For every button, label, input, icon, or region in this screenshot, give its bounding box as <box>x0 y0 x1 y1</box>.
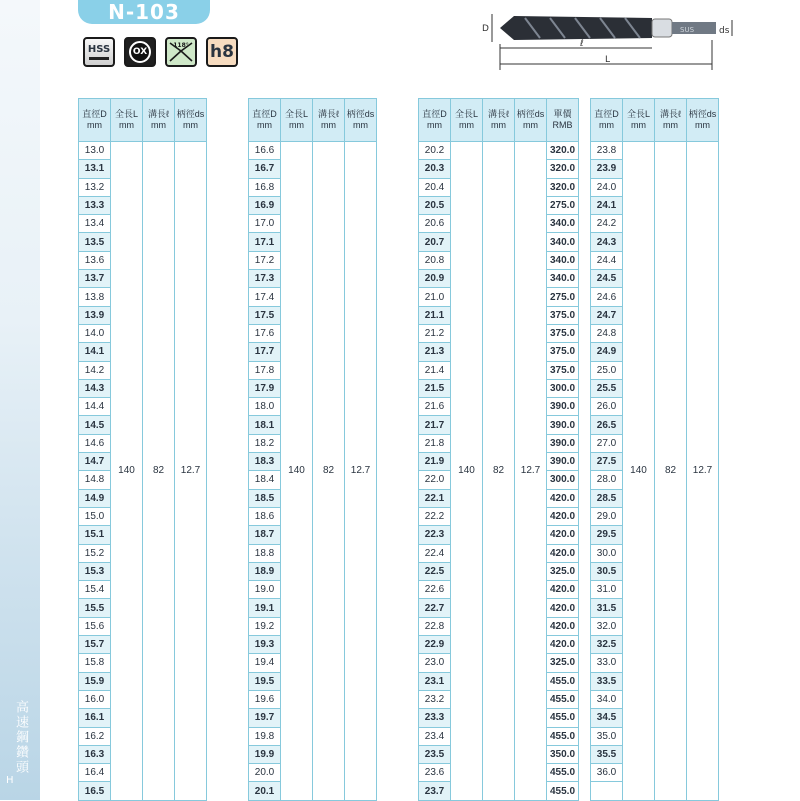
ox-badge-label: OX <box>129 41 151 63</box>
diameter-cell: 23.1 <box>419 672 451 690</box>
column-header-text: mm <box>695 120 710 130</box>
price-cell: 420.0 <box>547 507 579 525</box>
diameter-cell: 16.9 <box>249 196 281 214</box>
diameter-cell: 32.5 <box>591 636 623 654</box>
diameter-cell: 23.9 <box>591 160 623 178</box>
column-header-text: mm <box>427 120 442 130</box>
column-header-text: 直徑D <box>252 109 277 119</box>
diameter-cell <box>591 782 623 800</box>
shank-cell: 12.7 <box>687 142 719 801</box>
diameter-cell: 36.0 <box>591 764 623 782</box>
diameter-cell: 34.0 <box>591 690 623 708</box>
diameter-cell: 17.4 <box>249 288 281 306</box>
price-cell: 455.0 <box>547 782 579 800</box>
model-title: N-103 <box>78 0 210 24</box>
diameter-cell: 16.2 <box>79 727 111 745</box>
diameter-cell: 22.9 <box>419 636 451 654</box>
diameter-cell: 15.0 <box>79 507 111 525</box>
diameter-cell: 20.0 <box>249 764 281 782</box>
diameter-cell: 13.0 <box>79 142 111 160</box>
column-header-text: 柄徑ds <box>516 109 545 119</box>
diagram-label-ds: ds <box>719 26 730 36</box>
column-header <box>687 99 719 142</box>
flute-cell: 82 <box>655 142 687 801</box>
price-cell: 325.0 <box>547 654 579 672</box>
diagram-label-l: ℓ <box>580 39 584 49</box>
diameter-cell: 13.2 <box>79 178 111 196</box>
diameter-cell: 28.5 <box>591 489 623 507</box>
diameter-cell: 18.7 <box>249 526 281 544</box>
diameter-cell: 18.4 <box>249 471 281 489</box>
diameter-cell: 22.8 <box>419 617 451 635</box>
diameter-cell: 13.4 <box>79 215 111 233</box>
column-header-text: 溝長ℓ <box>488 109 509 119</box>
diameter-cell: 23.7 <box>419 782 451 800</box>
table-row <box>249 142 377 160</box>
column-header-text: mm <box>663 120 678 130</box>
spec-table-3 <box>418 98 579 801</box>
diameter-cell: 24.1 <box>591 196 623 214</box>
diameter-cell: 13.8 <box>79 288 111 306</box>
diameter-cell: 16.0 <box>79 690 111 708</box>
diagram-label-L: L <box>605 55 611 65</box>
diameter-cell: 13.9 <box>79 306 111 324</box>
diameter-cell: 21.3 <box>419 343 451 361</box>
diameter-cell: 30.0 <box>591 544 623 562</box>
diagram-shank-text: SUS <box>680 26 695 34</box>
diameter-cell: 20.5 <box>419 196 451 214</box>
diameter-cell: 16.8 <box>249 178 281 196</box>
diameter-cell: 23.5 <box>419 745 451 763</box>
price-cell: 340.0 <box>547 233 579 251</box>
diameter-cell: 17.9 <box>249 379 281 397</box>
diameter-cell: 17.6 <box>249 324 281 342</box>
column-header-text: 溝長ℓ <box>660 109 681 119</box>
diameter-cell: 19.9 <box>249 745 281 763</box>
diameter-cell: 17.8 <box>249 361 281 379</box>
diameter-cell: 18.8 <box>249 544 281 562</box>
diameter-cell: 16.5 <box>79 782 111 800</box>
column-header <box>623 99 655 142</box>
diameter-cell: 28.0 <box>591 471 623 489</box>
column-header-text: 柄徑ds <box>176 109 205 119</box>
flute-cell: 82 <box>313 142 345 801</box>
diameter-cell: 23.2 <box>419 690 451 708</box>
diameter-cell: 19.7 <box>249 709 281 727</box>
diameter-cell: 24.0 <box>591 178 623 196</box>
column-header-text: 全長L <box>284 109 308 119</box>
flute-cell: 82 <box>483 142 515 801</box>
spec-table-2 <box>248 98 377 801</box>
diameter-cell: 18.6 <box>249 507 281 525</box>
column-header-text: 柄徑ds <box>346 109 375 119</box>
price-cell: 275.0 <box>547 288 579 306</box>
diameter-cell: 22.7 <box>419 599 451 617</box>
column-header-text: 直徑D <box>594 109 619 119</box>
point-angle-drawing <box>167 39 195 65</box>
diameter-cell: 18.2 <box>249 434 281 452</box>
diameter-cell: 22.1 <box>419 489 451 507</box>
diameter-cell: 24.8 <box>591 324 623 342</box>
diameter-cell: 22.6 <box>419 581 451 599</box>
hss-material-icon <box>83 37 115 67</box>
diameter-cell: 18.3 <box>249 453 281 471</box>
diameter-cell: 19.0 <box>249 581 281 599</box>
feature-badges <box>83 37 238 67</box>
diameter-cell: 15.4 <box>79 581 111 599</box>
price-cell: 300.0 <box>547 471 579 489</box>
diameter-cell: 14.7 <box>79 453 111 471</box>
diameter-cell: 19.2 <box>249 617 281 635</box>
diameter-cell: 20.3 <box>419 160 451 178</box>
price-cell: 420.0 <box>547 599 579 617</box>
diameter-cell: 16.6 <box>249 142 281 160</box>
diameter-cell: 24.5 <box>591 270 623 288</box>
diameter-cell: 30.5 <box>591 562 623 580</box>
diameter-cell: 20.9 <box>419 270 451 288</box>
column-header <box>419 99 451 142</box>
column-header-text: mm <box>459 120 474 130</box>
price-cell: 340.0 <box>547 270 579 288</box>
column-header-text: 單價 <box>553 109 572 119</box>
column-header <box>451 99 483 142</box>
diameter-cell: 21.2 <box>419 324 451 342</box>
drill-diagram <box>470 6 750 76</box>
column-header-text: mm <box>523 120 538 130</box>
price-cell: 420.0 <box>547 617 579 635</box>
price-cell: 420.0 <box>547 544 579 562</box>
diameter-cell: 19.4 <box>249 654 281 672</box>
column-header <box>175 99 207 142</box>
diameter-cell: 15.2 <box>79 544 111 562</box>
diameter-cell: 13.5 <box>79 233 111 251</box>
price-cell: 340.0 <box>547 215 579 233</box>
diameter-cell: 15.8 <box>79 654 111 672</box>
diameter-cell: 24.7 <box>591 306 623 324</box>
diameter-cell: 14.9 <box>79 489 111 507</box>
diameter-cell: 20.7 <box>419 233 451 251</box>
price-cell: 420.0 <box>547 489 579 507</box>
diameter-cell: 31.0 <box>591 581 623 599</box>
column-header-text: mm <box>183 120 198 130</box>
price-cell: 375.0 <box>547 324 579 342</box>
angle-badge-label: 118° <box>173 42 189 49</box>
column-header-text: mm <box>151 120 166 130</box>
hss-bar <box>89 57 109 60</box>
length-cell: 140 <box>451 142 483 801</box>
price-cell: 325.0 <box>547 562 579 580</box>
diameter-cell: 16.1 <box>79 709 111 727</box>
column-header-text: mm <box>289 120 304 130</box>
diameter-cell: 16.7 <box>249 160 281 178</box>
diameter-cell: 13.3 <box>79 196 111 214</box>
side-corner-text: H <box>6 775 14 786</box>
column-header-text: 直徑D <box>422 109 447 119</box>
diameter-cell: 16.3 <box>79 745 111 763</box>
diameter-cell: 13.1 <box>79 160 111 178</box>
price-cell: 390.0 <box>547 453 579 471</box>
diameter-cell: 20.2 <box>419 142 451 160</box>
diameter-cell: 15.7 <box>79 636 111 654</box>
column-header-text: 全長L <box>114 109 138 119</box>
diameter-cell: 22.5 <box>419 562 451 580</box>
shank-cell: 12.7 <box>345 142 377 801</box>
table-row <box>591 142 719 160</box>
price-cell: 455.0 <box>547 764 579 782</box>
diameter-cell: 18.5 <box>249 489 281 507</box>
price-cell: 350.0 <box>547 745 579 763</box>
column-header <box>591 99 623 142</box>
diameter-cell: 15.3 <box>79 562 111 580</box>
oxide-coating-icon <box>124 37 156 67</box>
column-header <box>345 99 377 142</box>
diameter-cell: 33.0 <box>591 654 623 672</box>
column-header-text: 溝長ℓ <box>148 109 169 119</box>
diameter-cell: 23.4 <box>419 727 451 745</box>
price-cell: 420.0 <box>547 636 579 654</box>
column-header-text: 溝長ℓ <box>318 109 339 119</box>
column-header-text: mm <box>353 120 368 130</box>
column-header <box>313 99 345 142</box>
column-header-text: mm <box>87 120 102 130</box>
spec-table-1 <box>78 98 207 801</box>
table-row <box>79 142 207 160</box>
diameter-cell: 27.0 <box>591 434 623 452</box>
price-cell: 390.0 <box>547 434 579 452</box>
diameter-cell: 24.9 <box>591 343 623 361</box>
diameter-cell: 18.1 <box>249 416 281 434</box>
diameter-cell: 15.5 <box>79 599 111 617</box>
diameter-cell: 17.7 <box>249 343 281 361</box>
hss-badge-label: HSS <box>87 44 111 55</box>
diameter-cell: 25.5 <box>591 379 623 397</box>
column-header-text: mm <box>491 120 506 130</box>
column-header-text: mm <box>257 120 272 130</box>
diameter-cell: 20.4 <box>419 178 451 196</box>
column-header <box>143 99 175 142</box>
diameter-cell: 21.0 <box>419 288 451 306</box>
diameter-cell: 15.1 <box>79 526 111 544</box>
price-cell: 455.0 <box>547 709 579 727</box>
diameter-cell: 29.0 <box>591 507 623 525</box>
diameter-cell: 29.5 <box>591 526 623 544</box>
column-header <box>547 99 579 142</box>
price-cell: 375.0 <box>547 361 579 379</box>
price-cell: 275.0 <box>547 196 579 214</box>
diameter-cell: 23.6 <box>419 764 451 782</box>
diameter-cell: 22.4 <box>419 544 451 562</box>
shank-cell: 12.7 <box>515 142 547 801</box>
diameter-cell: 22.2 <box>419 507 451 525</box>
diameter-cell: 16.4 <box>79 764 111 782</box>
column-header <box>483 99 515 142</box>
diameter-cell: 14.6 <box>79 434 111 452</box>
diameter-cell: 14.3 <box>79 379 111 397</box>
diameter-cell: 14.0 <box>79 324 111 342</box>
diameter-cell: 24.6 <box>591 288 623 306</box>
diameter-cell: 20.1 <box>249 782 281 800</box>
column-header-text: RMB <box>552 120 573 130</box>
diameter-cell: 17.0 <box>249 215 281 233</box>
diameter-cell: 17.3 <box>249 270 281 288</box>
diameter-cell: 14.8 <box>79 471 111 489</box>
price-cell: 375.0 <box>547 306 579 324</box>
table-row <box>419 142 579 160</box>
diameter-cell: 23.0 <box>419 654 451 672</box>
column-header-text: 全長L <box>454 109 478 119</box>
diameter-cell: 19.8 <box>249 727 281 745</box>
diameter-cell: 21.7 <box>419 416 451 434</box>
diameter-cell: 24.4 <box>591 251 623 269</box>
price-cell: 420.0 <box>547 526 579 544</box>
price-cell: 455.0 <box>547 672 579 690</box>
price-cell: 420.0 <box>547 581 579 599</box>
diameter-cell: 27.5 <box>591 453 623 471</box>
length-cell: 140 <box>111 142 143 801</box>
price-cell: 375.0 <box>547 343 579 361</box>
diameter-cell: 24.3 <box>591 233 623 251</box>
column-header <box>249 99 281 142</box>
diameter-cell: 13.7 <box>79 270 111 288</box>
diameter-cell: 32.0 <box>591 617 623 635</box>
price-cell: 340.0 <box>547 251 579 269</box>
column-header <box>111 99 143 142</box>
diameter-cell: 21.6 <box>419 398 451 416</box>
diameter-cell: 15.9 <box>79 672 111 690</box>
diameter-cell: 14.4 <box>79 398 111 416</box>
price-cell: 320.0 <box>547 160 579 178</box>
diameter-cell: 19.6 <box>249 690 281 708</box>
diameter-cell: 26.0 <box>591 398 623 416</box>
diameter-cell: 14.5 <box>79 416 111 434</box>
diameter-cell: 15.6 <box>79 617 111 635</box>
tolerance-h8-icon <box>206 37 238 67</box>
diameter-cell: 34.5 <box>591 709 623 727</box>
diameter-cell: 35.5 <box>591 745 623 763</box>
column-header <box>515 99 547 142</box>
length-cell: 140 <box>281 142 313 801</box>
diameter-cell: 22.3 <box>419 526 451 544</box>
diameter-cell: 19.5 <box>249 672 281 690</box>
diameter-cell: 21.1 <box>419 306 451 324</box>
diameter-cell: 17.1 <box>249 233 281 251</box>
point-angle-icon <box>165 37 197 67</box>
diameter-cell: 35.0 <box>591 727 623 745</box>
column-header-text: mm <box>119 120 134 130</box>
diameter-cell: 24.2 <box>591 215 623 233</box>
diameter-cell: 21.8 <box>419 434 451 452</box>
diameter-cell: 23.8 <box>591 142 623 160</box>
column-header <box>655 99 687 142</box>
length-cell: 140 <box>623 142 655 801</box>
price-cell: 455.0 <box>547 690 579 708</box>
column-header-text: mm <box>321 120 336 130</box>
diameter-cell: 21.4 <box>419 361 451 379</box>
side-vertical-text: 高速鋼鑽頭 <box>13 700 28 775</box>
flute-cell: 82 <box>143 142 175 801</box>
price-cell: 455.0 <box>547 727 579 745</box>
diameter-cell: 19.1 <box>249 599 281 617</box>
diameter-cell: 22.0 <box>419 471 451 489</box>
h8-badge-label: h8 <box>210 42 234 62</box>
diagram-label-d: D <box>482 24 489 34</box>
diameter-cell: 17.2 <box>249 251 281 269</box>
column-header-text: 柄徑ds <box>688 109 717 119</box>
column-header <box>79 99 111 142</box>
column-header-text: 全長L <box>626 109 650 119</box>
column-header-text: mm <box>631 120 646 130</box>
diameter-cell: 14.1 <box>79 343 111 361</box>
price-cell: 300.0 <box>547 379 579 397</box>
diameter-cell: 17.5 <box>249 306 281 324</box>
shank-cell: 12.7 <box>175 142 207 801</box>
price-cell: 320.0 <box>547 142 579 160</box>
spec-table-4 <box>590 98 719 801</box>
column-header-text: mm <box>599 120 614 130</box>
diameter-cell: 21.5 <box>419 379 451 397</box>
diameter-cell: 20.6 <box>419 215 451 233</box>
diameter-cell: 23.3 <box>419 709 451 727</box>
diameter-cell: 14.2 <box>79 361 111 379</box>
price-cell: 390.0 <box>547 416 579 434</box>
diameter-cell: 20.8 <box>419 251 451 269</box>
diameter-cell: 31.5 <box>591 599 623 617</box>
diameter-cell: 26.5 <box>591 416 623 434</box>
left-side-strip <box>0 0 40 800</box>
diameter-cell: 18.0 <box>249 398 281 416</box>
diameter-cell: 21.9 <box>419 453 451 471</box>
diameter-cell: 33.5 <box>591 672 623 690</box>
column-header <box>281 99 313 142</box>
diameter-cell: 13.6 <box>79 251 111 269</box>
diameter-cell: 25.0 <box>591 361 623 379</box>
column-header-text: 直徑D <box>82 109 107 119</box>
price-cell: 390.0 <box>547 398 579 416</box>
diameter-cell: 19.3 <box>249 636 281 654</box>
diameter-cell: 18.9 <box>249 562 281 580</box>
price-cell: 320.0 <box>547 178 579 196</box>
